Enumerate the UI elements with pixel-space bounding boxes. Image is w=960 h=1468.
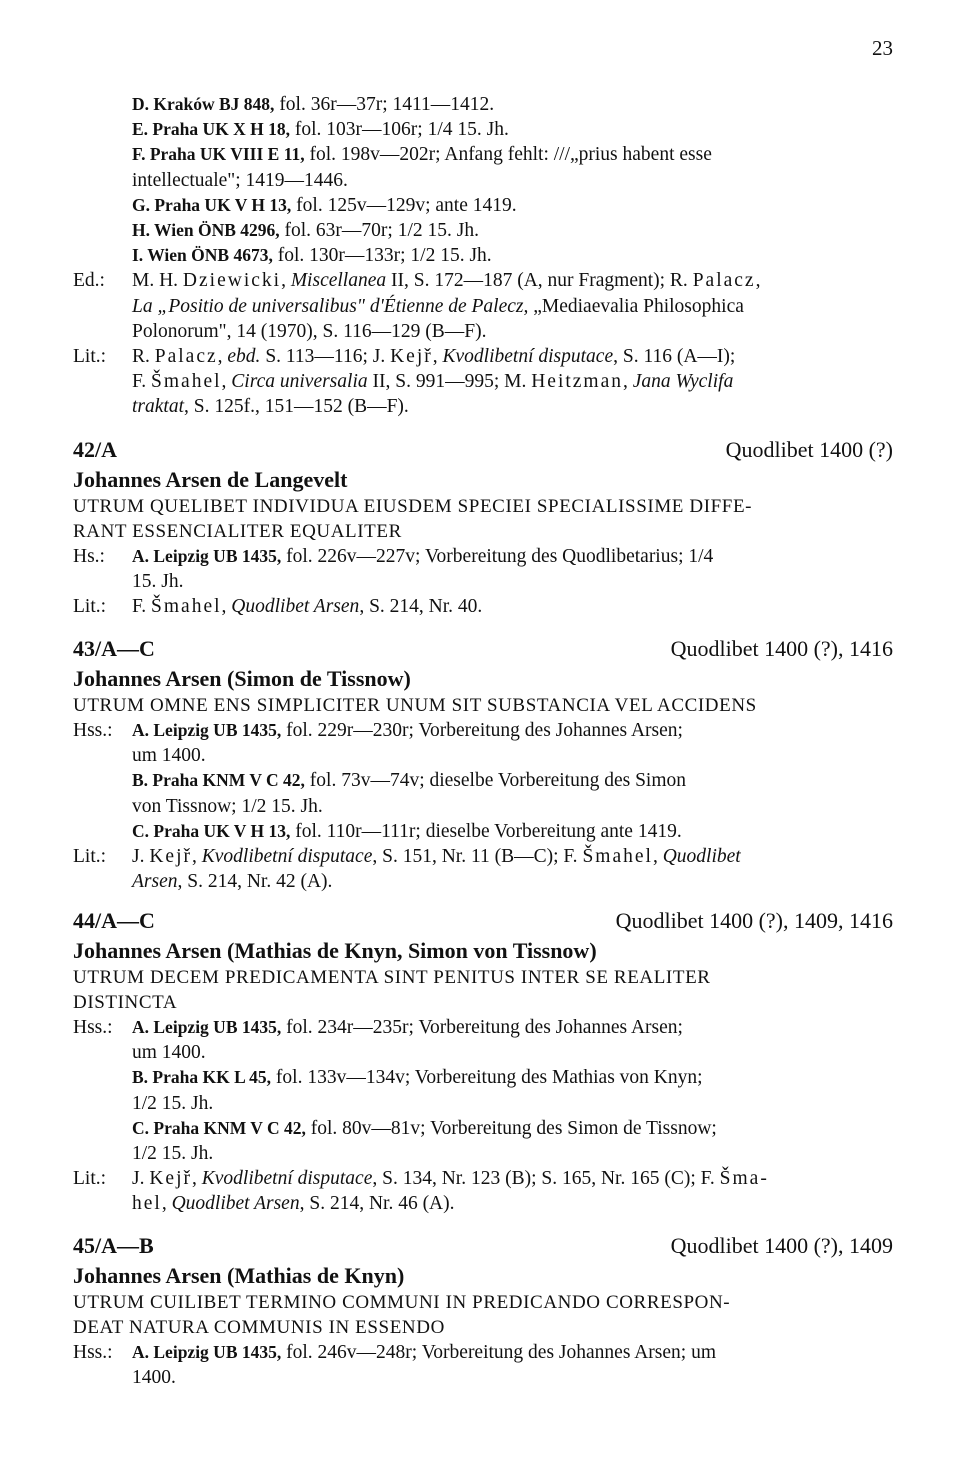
manuscript-line: Hss.: A. Leipzig UB 1435, fol. 229r—230r; Vorbereitung des Johannes Arsen;: [73, 718, 893, 743]
manuscript-line: B. Praha KNM V C 42, fol. 73v—74v; dieselbe Vorbereitung des Simon: [132, 770, 687, 792]
manuscript-line: 15. Jh.: [132, 571, 184, 593]
literature-line: Lit.: J. Kejř, Kvodlibetní disputace, S. 134, Nr. 123 (B); S. 165, Nr. 165 (C); F. Šma-: [73, 1166, 893, 1191]
manuscript-line: H. Wien ÖNB 4296, fol. 63r—70r; 1/2 15. Jh.: [132, 220, 479, 242]
entry-heading: [73, 906, 893, 936]
quodlibet-date: Quodlibet 1400 (?), 1416: [670, 636, 893, 661]
entry-42: [73, 435, 893, 620]
quodlibet-date: Quodlibet 1400 (?), 1409, 1416: [615, 908, 893, 933]
manuscripts-label: Hss.:: [73, 1342, 113, 1363]
entry-author: Johannes Arsen de Langevelt: [73, 467, 348, 492]
manuscript-line: von Tissnow; 1/2 15. Jh.: [132, 795, 323, 817]
question-title-line: RANT ESSENCIALITER EQUALITER: [73, 521, 402, 542]
entry-author: Johannes Arsen (Mathias de Knyn, Simon von Tissnow): [73, 938, 597, 963]
manuscripts-label: Hss.:: [73, 720, 113, 741]
edition-line: Ed.: M. H. Dziewicki, Miscellanea II, S. 172—187 (A, nur Fragment); R. Palacz,: [73, 268, 893, 293]
manuscript-line: E. Praha UK X H 18, fol. 103r—106r; 1/4 15. Jh.: [132, 119, 509, 141]
manuscript-line: um 1400.: [132, 745, 206, 767]
manuscript-line: intellectuale"; 1419—1446.: [132, 169, 348, 191]
manuscript-line: G. Praha UK V H 13, fol. 125v—129v; ante 1419.: [132, 194, 517, 216]
literature-line: Lit.: F. Šmahel, Quodlibet Arsen, S. 214, Nr. 40.: [73, 594, 893, 619]
literature-line: F. Šmahel, Circa universalia II, S. 991—995; M. Heitzman, Jana Wyclifa: [132, 371, 734, 393]
edition-line: Polonorum", 14 (1970), S. 116—129 (B—F).: [132, 320, 487, 342]
entry-number: 42/A: [73, 437, 117, 462]
literature-label: Lit.:: [73, 596, 107, 618]
manuscript-line: C. Praha KNM V C 42, fol. 80v—81v; Vorbereitung des Simon de Tissnow;: [132, 1117, 717, 1139]
question-title-line: UTRUM DECEM PREDICAMENTA SINT PENITUS INTER SE REALITER: [73, 967, 711, 988]
literature-line: Lit.: R. Palacz, ebd. S. 113—116; J. Kejř, Kvodlibetní disputace, S. 116 (A—I);: [73, 344, 893, 369]
edition-line: La „Positio de universalibus" d'Étienne de Palecz, „Mediaevalia Philosophica: [132, 295, 744, 317]
quodlibet-date: Quodlibet 1400 (?), 1409: [670, 1233, 893, 1258]
literature-label: Lit.:: [73, 846, 107, 868]
question-title-line: UTRUM QUELIBET INDIVIDUA EIUSDEM SPECIEI SPECIALISSIME DIFFE-: [73, 496, 753, 517]
literature-label: Lit.:: [73, 346, 107, 368]
entry-number: 45/A—B: [73, 1233, 154, 1258]
literature-line: hel, Quodlibet Arsen, S. 214, Nr. 46 (A).: [132, 1193, 455, 1215]
entry-heading: [73, 435, 893, 465]
entry-author: Johannes Arsen (Mathias de Knyn): [73, 1263, 405, 1288]
manuscript-line: D. Kraków BJ 848, fol. 36r—37r; 1411—1412.: [132, 94, 495, 115]
manuscript-line: 1/2 15. Jh.: [132, 1143, 214, 1165]
manuscripts-label: Hss.:: [73, 1017, 113, 1038]
entry-number: 43/A—C: [73, 636, 155, 661]
question-title-line: DISTINCTA: [73, 992, 178, 1013]
manuscript-line: Hs.: A. Leipzig UB 1435, fol. 226v—227v; Vorbereitung des Quodlibetarius; 1/4: [73, 544, 893, 569]
literature-label: Lit.:: [73, 1168, 107, 1190]
literature-line: Lit.: J. Kejř, Kvodlibetní disputace, S. 151, Nr. 11 (B—C); F. Šmahel, Quodlibet: [73, 844, 893, 869]
question-title-line: DEAT NATURA COMMUNIS IN ESSENDO: [73, 1317, 445, 1338]
entry-heading: [73, 1231, 893, 1261]
continuation-block: [73, 92, 893, 420]
literature-line: traktat, S. 125f., 151—152 (B—F).: [132, 396, 409, 418]
quodlibet-date: Quodlibet 1400 (?): [725, 437, 893, 462]
page-number: 23: [872, 36, 893, 60]
manuscript-line: I. Wien ÖNB 4673, fol. 130r—133r; 1/2 15. Jh.: [132, 245, 492, 267]
edition-label: Ed.:: [73, 270, 105, 292]
manuscript-line: Hss.: A. Leipzig UB 1435, fol. 234r—235r; Vorbereitung des Johannes Arsen;: [73, 1015, 893, 1040]
question-title-line: UTRUM CUILIBET TERMINO COMMUNI IN PREDICANDO CORRESPON-: [73, 1292, 731, 1313]
entry-44: [73, 906, 893, 1217]
question-title-line: UTRUM OMNE ENS SIMPLICITER UNUM SIT SUBSTANCIA VEL ACCIDENS: [73, 695, 757, 716]
manuscript-line: 1/2 15. Jh.: [132, 1092, 214, 1114]
entry-45: [73, 1231, 893, 1390]
manuscript-line: F. Praha UK VIII E 11, fol. 198v—202r; Anfang fehlt: ///„prius habent esse: [132, 144, 712, 166]
manuscript-line: B. Praha KK L 45, fol. 133v—134v; Vorbereitung des Mathias von Knyn;: [132, 1067, 703, 1089]
entry-author: Johannes Arsen (Simon de Tissnow): [73, 666, 411, 691]
manuscript-line: C. Praha UK V H 13, fol. 110r—111r; dieselbe Vorbereitung ante 1419.: [132, 820, 682, 842]
manuscripts-label: Hs.:: [73, 546, 105, 567]
entry-number: 44/A—C: [73, 908, 155, 933]
manuscript-line: 1400.: [132, 1367, 176, 1389]
entry-43: [73, 634, 893, 894]
manuscript-line: um 1400.: [132, 1042, 206, 1064]
entry-heading: [73, 634, 893, 664]
manuscript-line: Hss.: A. Leipzig UB 1435, fol. 246v—248r; Vorbereitung des Johannes Arsen; um: [73, 1340, 893, 1365]
literature-line: Arsen, S. 214, Nr. 42 (A).: [132, 871, 333, 893]
